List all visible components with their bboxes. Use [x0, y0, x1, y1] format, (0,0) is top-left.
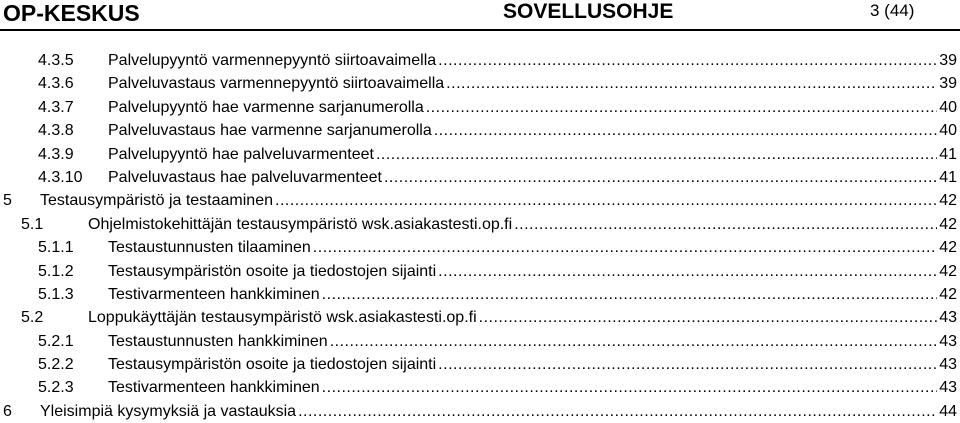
toc-entry-page: 39: [939, 75, 957, 93]
toc-entry-number: 5.1: [21, 215, 44, 233]
dot-leader: [479, 306, 938, 329]
table-of-contents: [0, 49, 960, 423]
page-number: 3 (44): [870, 1, 915, 20]
page-header: [0, 0, 960, 28]
toc-entry-title: Palvelupyyntö hae palveluvarmenteet: [108, 145, 374, 163]
toc-entry-page: 41: [939, 145, 957, 163]
toc-entry-number: 5.1.3: [38, 285, 74, 303]
toc-entry-page: 42: [939, 285, 957, 303]
dot-leader: [426, 96, 937, 119]
toc-entry-page: 41: [939, 168, 957, 186]
toc-entry-line: [108, 330, 957, 353]
toc-entry-page: 42: [939, 192, 957, 210]
toc-entry-page: 43: [939, 309, 957, 327]
dot-leader: [438, 353, 937, 376]
toc-entry[interactable]: [0, 49, 960, 72]
toc-entry-line: [108, 260, 957, 283]
dot-leader: [514, 213, 937, 236]
toc-entry-line: [108, 166, 957, 189]
toc-entry-title: Loppukäyttäjän testausympäristö wsk.asiakastesti.op.fi: [88, 309, 477, 327]
toc-entry[interactable]: [0, 236, 960, 259]
toc-entry-line: [40, 400, 957, 423]
toc-entry-number: 4.3.10: [38, 168, 83, 186]
toc-entry-title: Testivarmenteen hankkiminen: [108, 285, 320, 303]
toc-entry-number: 5.2.2: [38, 356, 74, 374]
toc-entry-number: 4.3.8: [38, 122, 74, 140]
toc-entry-line: [108, 72, 957, 95]
toc-entry-line: [108, 96, 957, 119]
dot-leader: [330, 330, 938, 353]
toc-entry-number: 6: [3, 402, 12, 420]
dot-leader: [322, 376, 938, 399]
toc-entry-title: Testausympäristön osoite ja tiedostojen sijainti: [108, 356, 437, 374]
dot-leader: [376, 143, 937, 166]
toc-entry-line: [108, 119, 957, 142]
dot-leader: [434, 119, 937, 142]
toc-entry-title: Palveluvastaus hae palveluvarmenteet: [108, 168, 382, 186]
toc-entry-title: Palvelupyyntö hae varmenne sarjanumerolla: [108, 98, 424, 116]
toc-entry-line: [108, 376, 957, 399]
toc-entry-page: 40: [939, 98, 957, 116]
toc-entry[interactable]: [0, 143, 960, 166]
toc-entry-title: Testausympäristön osoite ja tiedostojen sijainti: [108, 262, 437, 280]
toc-entry-page: 42: [939, 239, 957, 257]
toc-entry-line: [88, 213, 957, 236]
document-title: SOVELLUSOHJE: [503, 0, 674, 23]
toc-entry-line: [108, 353, 957, 376]
toc-entry-page: 43: [939, 379, 957, 397]
toc-entry-title: Testausympäristö ja testaaminen: [40, 192, 273, 210]
toc-entry-number: 4.3.7: [38, 98, 74, 116]
toc-entry-line: [108, 49, 957, 72]
toc-entry-page: 44: [939, 402, 957, 420]
toc-entry-page: 42: [939, 262, 957, 280]
toc-entry-page: 43: [939, 332, 957, 350]
dot-leader: [322, 283, 938, 306]
toc-entry-number: 5.2: [21, 309, 44, 327]
toc-entry-line: [40, 189, 957, 212]
toc-entry[interactable]: [0, 376, 960, 399]
toc-entry-number: 5: [3, 192, 12, 210]
toc-entry-number: 4.3.5: [38, 52, 74, 69]
dot-leader: [313, 236, 937, 259]
toc-entry[interactable]: [0, 283, 960, 306]
toc-entry-title: Testaustunnusten tilaaminen: [108, 239, 311, 257]
dot-leader: [275, 189, 937, 212]
toc-entry[interactable]: [0, 96, 960, 119]
organization-name: OP-KESKUS: [3, 0, 140, 26]
dot-leader: [438, 260, 937, 283]
toc-entry[interactable]: [0, 330, 960, 353]
toc-entry-page: 39: [939, 52, 957, 69]
toc-entry-page: 43: [939, 356, 957, 374]
toc-entry[interactable]: [0, 189, 960, 212]
toc-entry-title: Testaustunnusten hankkiminen: [108, 332, 328, 350]
toc-entry[interactable]: [0, 260, 960, 283]
toc-entry-line: [108, 143, 957, 166]
toc-entry[interactable]: [0, 400, 960, 423]
toc-entry-number: 5.2.1: [38, 332, 74, 350]
dot-leader: [298, 400, 937, 423]
toc-entry-title: Yleisimpiä kysymyksiä ja vastauksia: [40, 402, 297, 420]
toc-entry-number: 5.1.1: [38, 239, 74, 257]
dot-leader: [384, 166, 937, 189]
toc-entry-line: [88, 306, 957, 329]
toc-entry-line: [108, 236, 957, 259]
toc-entry-number: 5.1.2: [38, 262, 74, 280]
toc-entry-title: Palveluvastaus varmennepyyntö siirtoavaimella: [108, 75, 445, 93]
dot-leader: [438, 49, 937, 72]
toc-entry-page: 42: [939, 215, 957, 233]
toc-entry[interactable]: [0, 353, 960, 376]
toc-entry-number: 4.3.9: [38, 145, 74, 163]
toc-entry[interactable]: [0, 306, 960, 329]
header-divider: [0, 29, 960, 31]
toc-entry-line: [108, 283, 957, 306]
toc-entry[interactable]: [0, 213, 960, 236]
toc-entry-number: 5.2.3: [38, 379, 74, 397]
toc-entry-title: Testivarmenteen hankkiminen: [108, 379, 320, 397]
toc-entry-title: Ohjelmistokehittäjän testausympäristö wsk.asiakastesti.op.fi: [88, 215, 513, 233]
toc-entry-title: Palveluvastaus hae varmenne sarjanumerolla: [108, 122, 432, 140]
toc-entry-title: Palvelupyyntö varmennepyyntö siirtoavaimella: [108, 52, 437, 69]
toc-entry-page: 40: [939, 122, 957, 140]
toc-entry[interactable]: [0, 166, 960, 189]
toc-entry-number: 4.3.6: [38, 75, 74, 93]
toc-entry[interactable]: [0, 72, 960, 95]
toc-entry[interactable]: [0, 119, 960, 142]
dot-leader: [446, 72, 937, 95]
